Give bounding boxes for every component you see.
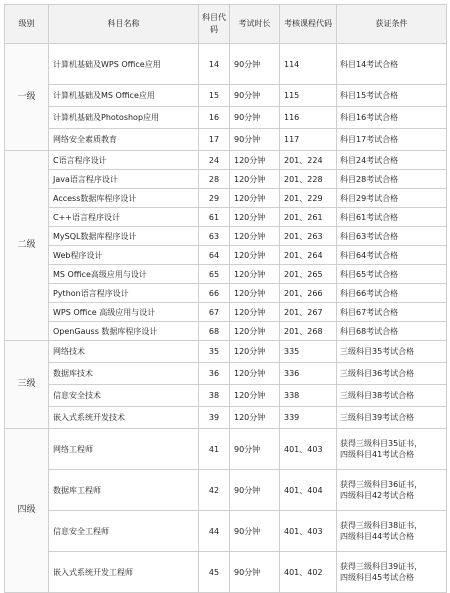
table-row [5,189,447,208]
table-row [5,303,447,322]
subject-name-cell: 数据库技术 [49,363,199,385]
duration-cell: 90分钟 [230,470,280,511]
subject-name-cell: WPS Office 高级应用与设计 [49,303,199,322]
exam-codes-cell: 201、263 [280,227,337,246]
subject-code-cell: 28 [199,170,230,189]
exam-codes-cell: 117 [280,129,337,151]
table-row [5,151,447,170]
table-row [5,341,447,363]
subject-name-cell: OpenGauss 数据库程序设计 [49,322,199,341]
duration-cell: 120分钟 [230,170,280,189]
exam-codes-cell: 201、268 [280,322,337,341]
exam-codes-cell: 114 [280,44,337,85]
subject-code-cell: 63 [199,227,230,246]
duration-cell: 120分钟 [230,246,280,265]
condition-cell: 科目14考试合格 [337,44,447,85]
duration-cell: 90分钟 [230,129,280,151]
condition-cell: 科目16考试合格 [337,107,447,129]
subject-code-cell: 66 [199,284,230,303]
table-row [5,107,447,129]
condition-cell [337,511,447,552]
condition-cell: 科目17考试合格 [337,129,447,151]
condition-cell: 科目63考试合格 [337,227,447,246]
table-row [5,129,447,151]
table-row [5,511,447,552]
condition-line: 获得三级科目39证书， [340,562,423,571]
header-exam-codes: 考核课程代码 [280,5,337,44]
subject-code-cell: 15 [199,85,230,107]
condition-cell: 三级科目39考试合格 [337,407,447,429]
subject-name-cell: C++语言程序设计 [49,208,199,227]
level-cell: 三级 [5,341,49,429]
exam-subject-table [4,4,447,593]
condition-cell: 科目15考试合格 [337,85,447,107]
subject-name-cell: Access数据库程序设计 [49,189,199,208]
subject-name-cell: Java语言程序设计 [49,170,199,189]
subject-code-cell: 39 [199,407,230,429]
subject-code-cell: 29 [199,189,230,208]
table-row [5,170,447,189]
level-cell: 四级 [5,429,49,593]
table-header-row [5,5,447,44]
subject-code-cell: 65 [199,265,230,284]
subject-code-cell: 36 [199,363,230,385]
table-row [5,44,447,85]
duration-cell: 120分钟 [230,265,280,284]
header-subject-name: 科目名称 [49,5,199,44]
subject-name-cell: 嵌入式系统开发工程师 [49,552,199,593]
header-condition: 获证条件 [337,5,447,44]
exam-codes-cell: 201、224 [280,151,337,170]
exam-codes-cell: 335 [280,341,337,363]
condition-cell [337,552,447,593]
duration-cell: 90分钟 [230,511,280,552]
duration-cell: 120分钟 [230,407,280,429]
table-row [5,246,447,265]
exam-codes-cell: 115 [280,85,337,107]
condition-cell [337,429,447,470]
condition-cell: 三级科目35考试合格 [337,341,447,363]
condition-line: 四级科目41考试合格 [340,450,415,459]
condition-line: 四级科目45考试合格 [340,573,415,582]
duration-cell: 120分钟 [230,303,280,322]
subject-name-cell: 信息安全工程师 [49,511,199,552]
exam-codes-cell: 401、404 [280,470,337,511]
condition-line: 四级科目44考试合格 [340,532,415,541]
exam-codes-cell: 201、229 [280,189,337,208]
table-row [5,385,447,407]
table-row [5,470,447,511]
table-row [5,552,447,593]
table-row [5,85,447,107]
condition-cell: 科目24考试合格 [337,151,447,170]
subject-code-cell: 67 [199,303,230,322]
condition-cell: 科目61考试合格 [337,208,447,227]
duration-cell: 90分钟 [230,85,280,107]
exam-codes-cell: 116 [280,107,337,129]
subject-name-cell: 信息安全技术 [49,385,199,407]
table-row [5,429,447,470]
subject-code-cell: 17 [199,129,230,151]
level-cell: 一级 [5,44,49,151]
subject-code-cell: 61 [199,208,230,227]
duration-cell: 120分钟 [230,151,280,170]
exam-codes-cell: 401、402 [280,552,337,593]
subject-name-cell: MySQL数据库程序设计 [49,227,199,246]
condition-cell: 三级科目38考试合格 [337,385,447,407]
table-row [5,363,447,385]
subject-name-cell: 计算机基础及MS Office应用 [49,85,199,107]
duration-cell: 120分钟 [230,189,280,208]
header-duration: 考试时长 [230,5,280,44]
condition-line: 获得三级科目35证书， [340,439,423,448]
header-level: 级别 [5,5,49,44]
table-body [5,44,447,593]
subject-name-cell: Python语言程序设计 [49,284,199,303]
subject-code-cell: 45 [199,552,230,593]
subject-code-cell: 42 [199,470,230,511]
subject-code-cell: 16 [199,107,230,129]
table-row [5,284,447,303]
subject-name-cell: 数据库工程师 [49,470,199,511]
duration-cell: 120分钟 [230,385,280,407]
subject-code-cell: 44 [199,511,230,552]
subject-code-cell: 24 [199,151,230,170]
table-row [5,407,447,429]
subject-code-cell: 38 [199,385,230,407]
duration-cell: 90分钟 [230,552,280,593]
exam-codes-cell: 201、261 [280,208,337,227]
duration-cell: 120分钟 [230,341,280,363]
condition-cell [337,470,447,511]
subject-code-cell: 41 [199,429,230,470]
exam-codes-cell: 339 [280,407,337,429]
duration-cell: 120分钟 [230,322,280,341]
exam-codes-cell: 201、264 [280,246,337,265]
condition-line: 四级科目42考试合格 [340,491,415,500]
subject-code-cell: 68 [199,322,230,341]
condition-cell: 科目64考试合格 [337,246,447,265]
subject-name-cell: Web程序设计 [49,246,199,265]
subject-name-cell: 嵌入式系统开发技术 [49,407,199,429]
table-row [5,208,447,227]
duration-cell: 120分钟 [230,363,280,385]
condition-cell: 科目66考试合格 [337,284,447,303]
condition-cell: 科目65考试合格 [337,265,447,284]
condition-line: 获得三级科目38证书， [340,521,423,530]
exam-codes-cell: 201、267 [280,303,337,322]
table-row [5,265,447,284]
exam-subject-table-frame [4,4,446,581]
table-row [5,322,447,341]
subject-name-cell: C语言程序设计 [49,151,199,170]
subject-name-cell: 网络技术 [49,341,199,363]
condition-cell: 三级科目36考试合格 [337,363,447,385]
exam-codes-cell: 338 [280,385,337,407]
condition-cell: 科目68考试合格 [337,322,447,341]
exam-codes-cell: 401、403 [280,429,337,470]
exam-codes-cell: 401、403 [280,511,337,552]
subject-name-cell: 计算机基础及Photoshop应用 [49,107,199,129]
condition-cell: 科目67考试合格 [337,303,447,322]
subject-name-cell: 计算机基础及WPS Office应用 [49,44,199,85]
subject-code-cell: 35 [199,341,230,363]
exam-codes-cell: 201、266 [280,284,337,303]
exam-codes-cell: 336 [280,363,337,385]
duration-cell: 120分钟 [230,227,280,246]
level-cell: 二级 [5,151,49,341]
subject-name-cell: MS Office高级应用与设计 [49,265,199,284]
subject-name-cell: 网络安全素质教育 [49,129,199,151]
duration-cell: 90分钟 [230,429,280,470]
exam-codes-cell: 201、228 [280,170,337,189]
exam-codes-cell: 201、265 [280,265,337,284]
duration-cell: 120分钟 [230,208,280,227]
subject-code-cell: 64 [199,246,230,265]
duration-cell: 90分钟 [230,107,280,129]
duration-cell: 90分钟 [230,44,280,85]
duration-cell: 120分钟 [230,284,280,303]
table-row [5,227,447,246]
subject-code-cell: 14 [199,44,230,85]
condition-line: 获得三级科目36证书， [340,480,423,489]
condition-cell: 科目29考试合格 [337,189,447,208]
subject-name-cell: 网络工程师 [49,429,199,470]
header-subject-code: 科目代码 [199,5,230,44]
condition-cell: 科目28考试合格 [337,170,447,189]
